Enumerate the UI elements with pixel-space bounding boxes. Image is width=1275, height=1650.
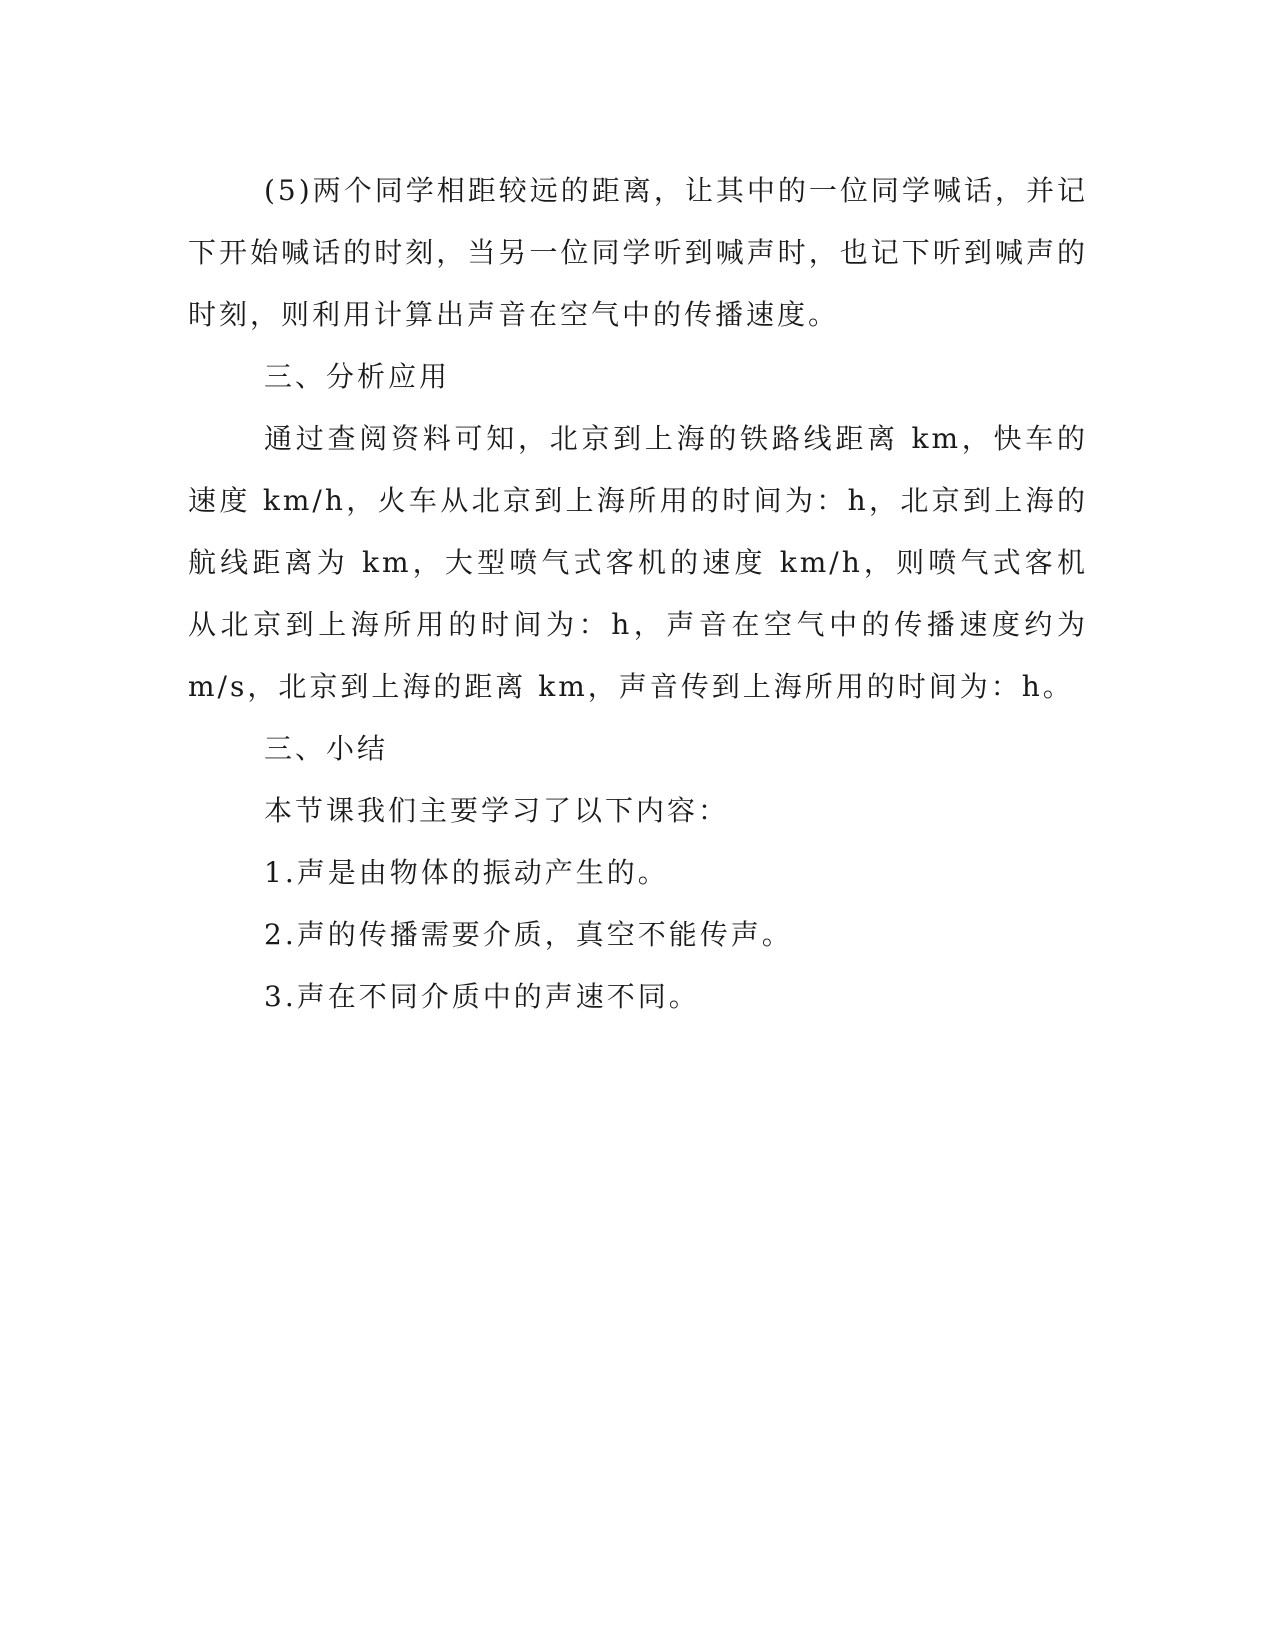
summary-point-3: 3.声在不同介质中的声速不同。: [264, 980, 700, 1013]
summary-point-2: 2.声的传播需要介质，真空不能传声。: [264, 918, 793, 951]
document-body: [188, 160, 1088, 1028]
summary-point-1: 1.声是由物体的振动产生的。: [264, 856, 669, 889]
experiment-step-5-paragraph: (5)两个同学相距较远的距离，让其中的一位同学喊话，并记下开始喊话的时刻，当另一位同学听到喊声时，也记下听到喊声的时刻，则利用计算出声音在空气中的传播速度。: [188, 174, 1088, 331]
analysis-paragraph: 通过查阅资料可知，北京到上海的铁路线距离 km，快车的速度 km/h，火车从北京到上海所用的时间为：h，北京到上海的航线距离为 km，大型喷气式客机的速度 km/h，则喷气式客机从北京到上海所用的时间为：h，声音在空气中的传播速度约为 m/s，北京到上海的距离 km，声音传到上海所用的时间为：h。: [188, 422, 1088, 703]
section-heading-analysis: 三、分析应用: [264, 360, 451, 393]
section-heading-summary: 三、小结: [264, 732, 389, 765]
summary-intro: 本节课我们主要学习了以下内容：: [264, 794, 730, 827]
